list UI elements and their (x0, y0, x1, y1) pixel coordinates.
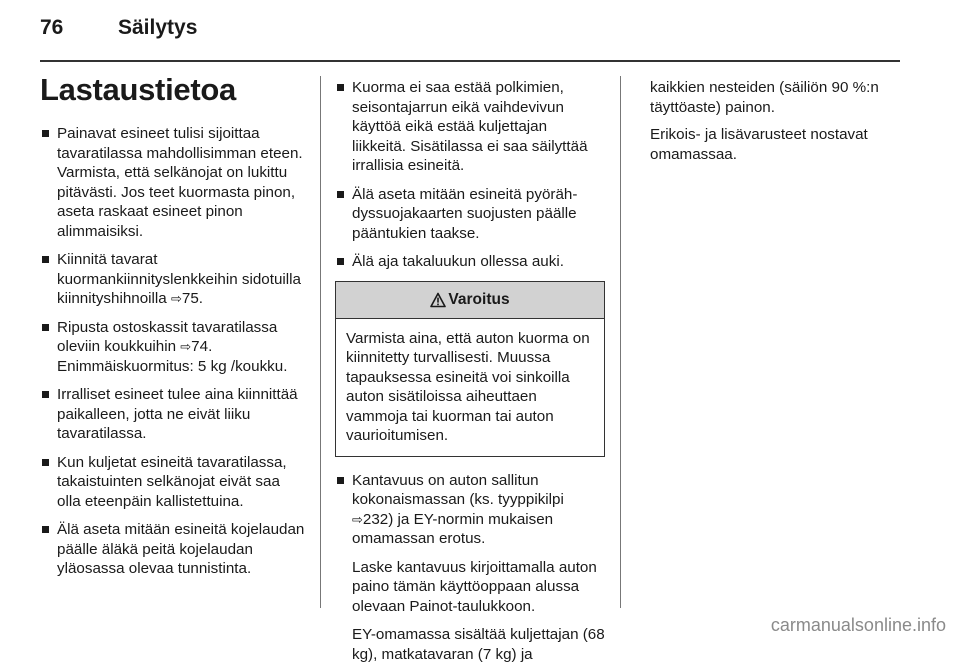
list-item: Painavat esineet tulisi sijoittaa tavaratilassa mahdollisimman eteen. Varmista, että selkänojat on lukittu pitävästi. Jos teet kuormasta pinon, aseta raskaat esineet pinon alimmaisiksi. (40, 124, 306, 241)
list-item: Irralliset esineet tulee aina kiinnittää paikalleen, jotta ne eivät liiku tavaratilassa. (40, 385, 306, 444)
page-reference-icon: ⇨ (352, 511, 363, 527)
page-reference-icon: ⇨ (170, 291, 182, 306)
page-number: 76 (40, 16, 64, 39)
column-divider-right (620, 76, 621, 608)
warning-triangle-icon (430, 292, 446, 308)
paragraph: Laske kantavuus kirjoittamalla auton paino tämän käyttöoppaan alussa olevaan Painot-taulukkoon. (352, 558, 597, 615)
instruction-list (40, 124, 306, 579)
list-item: Älä aseta mitään esineitä kojelaudan päälle äläkä peitä kojelaudan yläosassa olevaa tunnistinta. (40, 520, 306, 579)
warning-body: Varmista aina, että auton kuorma on kiinnitetty turvallisesti. Muussa tapauksessa esineitä voi sinkoilla auton sisätiloissa aiheuttaen vammoja tai kuorman tai auton vaurioitumisen. (346, 329, 590, 444)
column-2 (335, 78, 605, 664)
list-item: Kiinnitä tavarat kuormankiinnityslenkkeihin sidotuilla kiinnityshihnoilla ⇨75. (40, 250, 306, 309)
list-item: Ripusta ostoskassit tavaratilassa oleviin koukkuihin ⇨74. Enimmäiskuormitus: 5 kg /koukku. (40, 318, 306, 377)
paragraph: kaikkien nesteiden (säiliön 90 %:n täyttöaste) painon. (650, 79, 879, 116)
column-1 (40, 124, 306, 588)
warning-box (335, 281, 605, 457)
paragraph: Erikois- ja lisävarusteet nostavat omamassaa. (650, 126, 868, 163)
running-title: Säilytys (118, 16, 198, 39)
watermark: carmanualsonline.info (770, 615, 946, 635)
list-item: Kantavuus on auton sallitun kokonaismassan (ks. tyyppikilpi ⇨232) ja EY-normin mukaisen omamassan erotus. (335, 471, 605, 549)
instruction-list (335, 471, 605, 549)
page-reference[interactable]: 232 (362, 510, 389, 528)
page-reference-icon: ⇨ (180, 339, 192, 354)
warning-title: Varoitus (448, 290, 510, 308)
list-item: Kuorma ei saa estää polkimien, seisontajarrun eikä vaihdevivun käyttöä eikä estää kuljettajan liikkeitä. Sisätilassa ei saa säilyttää irrallisia esineitä. (335, 78, 605, 176)
warning-header (336, 282, 604, 319)
page-reference[interactable]: 75 (181, 290, 199, 307)
header-rule (40, 60, 900, 62)
page-reference[interactable]: 74 (191, 338, 209, 355)
column-3 (650, 78, 902, 172)
list-item: Kun kuljetat esineitä tavaratilassa, takaistuinten selkänojat eivät saa olla eteenpäin kallistettuina. (40, 453, 306, 512)
column-divider-left (320, 76, 321, 608)
section-title: Lastaustietoa (40, 72, 236, 107)
paragraph: EY-omamassa sisältää kuljettajan (68 kg), matkatavaran (7 kg) ja (352, 626, 605, 663)
instruction-list (335, 78, 605, 272)
list-item: Älä aja takaluukun ollessa auki. (335, 252, 605, 272)
list-item: Älä aseta mitään esineitä pyörähdyssuojakaarten suojusten päälle pääntukien taakse. (335, 185, 605, 244)
